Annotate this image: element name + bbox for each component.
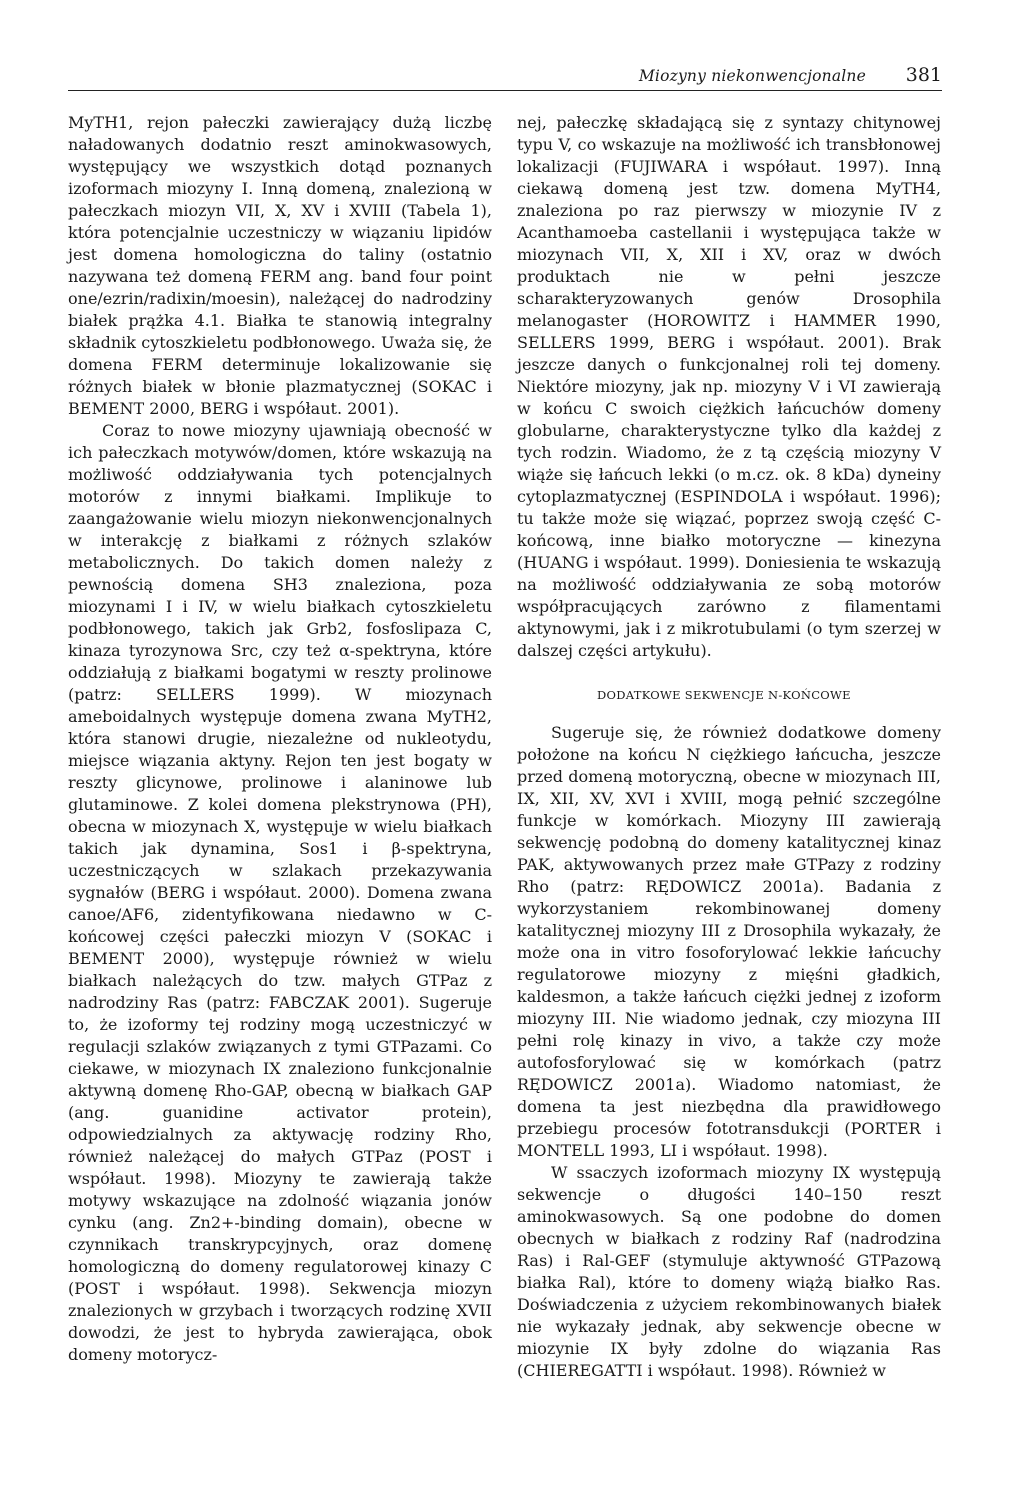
left-column (68, 112, 492, 1366)
page-number: 381 (905, 64, 942, 86)
body-paragraph: Sugeruje się, że również dodatkowe domeny położone na końcu N ciężkiego łańcucha, jeszcze przed domeną motoryczną, obecne w miozynach III, IX, XII, XV, XVI i XVIII, mogą pełnić szczególne funkcje w komórkach. Miozyny III zawierają sekwencję podobną do domeny katalitycznej kinaz PAK, aktywowanych przez małe GTPazy z rodziny Rho (patrz: RĘDOWICZ 2001a). Badania z wykorzystaniem rekombinowanej domeny katalitycznej miozyny III z Drosophila wykazały, że może ona in vitro fosoforylować lekkie łańcuchy regulatorowe miozyny z mięśni gładkich, kaldesmon, a także łańcuch ciężki jednej z izoform miozyny III. Nie wiadomo jednak, czy miozyna III pełni rolę kinazy in vivo, a także czy może autofosforylować się w komórkach (patrz RĘDOWICZ 2001a). Wiadomo natomiast, że domena ta jest niezbędna dla prawidłowego przebiegu procesów fototransdukcji (PORTER i MONTELL 1993, LI i współaut. 1998). (517, 723, 941, 1160)
page-header (68, 64, 942, 91)
body-paragraph: Coraz to nowe miozyny ujawniają obecność w ich pałeczkach motywów/domen, które wskazują na możliwość oddziaływania tych potencjalnych motorów z innymi białkami. Implikuje to zaangażowanie wielu miozyn niekonwencjonalnych w interakcję z białkami z różnych szlaków metabolicznych. Do takich domen należy z pewnością domena SH3 znaleziona, poza miozynami I i IV, w wielu białkach cytoszkieletu podbłonowego, takich jak Grb2, fosfoslipaza C, kinaza tyrozynowa Src, czy też α-spektryna, które oddziałują z białkami bogatymi w reszty prolinowe (patrz: SELLERS 1999). W miozynach ameboidalnych występuje domena zwana MyTH2, która stanowi drugie, niezależne od nukleotydu, miejsce wiązania aktyny. Rejon ten jest bogaty w reszty glicynowe, prolinowe i alaninowe lub glutaminowe. Z kolei domena plekstrynowa (PH), obecna w miozynach X, występuje w wielu białkach takich jak dynamina, Sos1 i β-spektryna, uczestniczących w szlakach przekazywania sygnałów (BERG i współaut. 2000). Domena zwana canoe/AF6, zidentyfikowana niedawno w C-końcowej części pałeczki miozyn V (SOKAC i BEMENT 2000), występuje również w wielu białkach należących do tzw. małych GTPaz z nadrodziny Ras (patrz: FABCZAK 2001). Sugeruje to, że izoformy tej rodziny mogą uczestniczyć w regulacji szlaków związanych z tymi GTPazami. Co ciekawe, w miozynach IX znaleziono funkcjonalnie aktywną domenę Rho-GAP, obecną w białkach GAP (ang. guanidine activator protein), odpowiedzialnych za aktywację rodziny Rho, również należącej do małych GTPaz (POST i współaut. 1998). Miozyny te zawierają także motywy wskazujące na zdolność wiązania jonów cynku (ang. Zn2+-binding domain), obecne w czynnikach transkrypcyjnych, oraz domenę homologiczną do domeny regulatorowej kinazy C (POST i współaut. 1998). Sekwencja miozyn znalezionych w grzybach i tworzących rodzinę XVII dowodzi, że jest to hybryda zawierająca, obok domeny motorycz- (68, 421, 492, 1364)
body-paragraph: nej, pałeczkę składającą się z syntazy chitynowej typu V, co wskazuje na możliwość ich transbłonowej lokalizacji (FUJIWARA i współaut. 1997). Inną ciekawą domeną jest tzw. domena MyTH4, znaleziona po raz pierwszy w miozynie IV z Acanthamoeba castellanii i występująca także w miozynach VII, X, XII i XV, oraz w dwóch produktach nie w pełni jeszcze scharakteryzowanych genów Drosophila melanogaster (HOROWITZ i HAMMER 1990, SELLERS 1999, BERG i współaut. 2001). Brak jeszcze danych o funkcjonalnej roli tej domeny. Niektóre miozyny, jak np. miozyny V i VI zawierają w końcu C swoich ciężkich łańcuchów domeny globularne, charakterystyczne tylko dla każdej z tych rodzin. Wiadomo, że z tą częścią miozyny V wiąże się łańcuch lekki (o m.cz. ok. 8 kDa) dyneiny cytoplazmatycznej (ESPINDOLA i współaut. 1996); tu także może się wiązać, poprzez swoją część C-końcową, inne białko motoryczne — kinezyna (HUANG i współaut. 1999). Doniesienia te wskazują na możliwość oddziaływania ze sobą motorów współpracujących zarówno z filamentami aktynowymi, jak i z mikrotubulami (o tym szerzej w dalszej części artykułu). (517, 113, 941, 660)
running-title: Miozyny niekonwencjonalne (638, 67, 866, 85)
body-paragraph: W ssaczych izoformach miozyny IX występują sekwencje o długości 140–150 reszt aminokwasowych. Są one podobne do domen obecnych w białkach z rodziny Raf (nadrodzina Ras) i Ral-GEF (stymuluje aktywność GTPazową białka Ral), które to domeny wiążą białko Ras. Doświadczenia z użyciem rekombinowanych białek nie wykazały jednak, aby sekwencje obecne w miozynie IX były zdolne do wiązania Ras (CHIEREGATTI i współaut. 1998). Również w (517, 1163, 941, 1380)
section-heading: DODATKOWE SEKWENCJE N-KOŃCOWE (597, 688, 851, 702)
body-paragraph: MyTH1, rejon pałeczki zawierający dużą liczbę naładowanych dodatnio reszt aminokwasowych, występujący we wszystkich dotąd poznanych izoformach miozyny I. Inną domeną, znalezioną w pałeczkach miozyn VII, X, XV i XVIII (Tabela 1), która potencjalnie uczestniczy w wiązaniu lipidów jest domena homologiczna do taliny (ostatnio nazywana też domeną FERM ang. band four point one/ezrin/radixin/moesin), należącej do nadrodziny białek prążka 4.1. Białka te stanowią integralny składnik cytoszkieletu podbłonowego. Uważa się, że domena FERM determinuje lokalizowanie się różnych białek w błonie plazmatycznej (SOKAC i BEMENT 2000, BERG i współaut. 2001). (68, 113, 492, 418)
right-column (517, 112, 941, 1382)
